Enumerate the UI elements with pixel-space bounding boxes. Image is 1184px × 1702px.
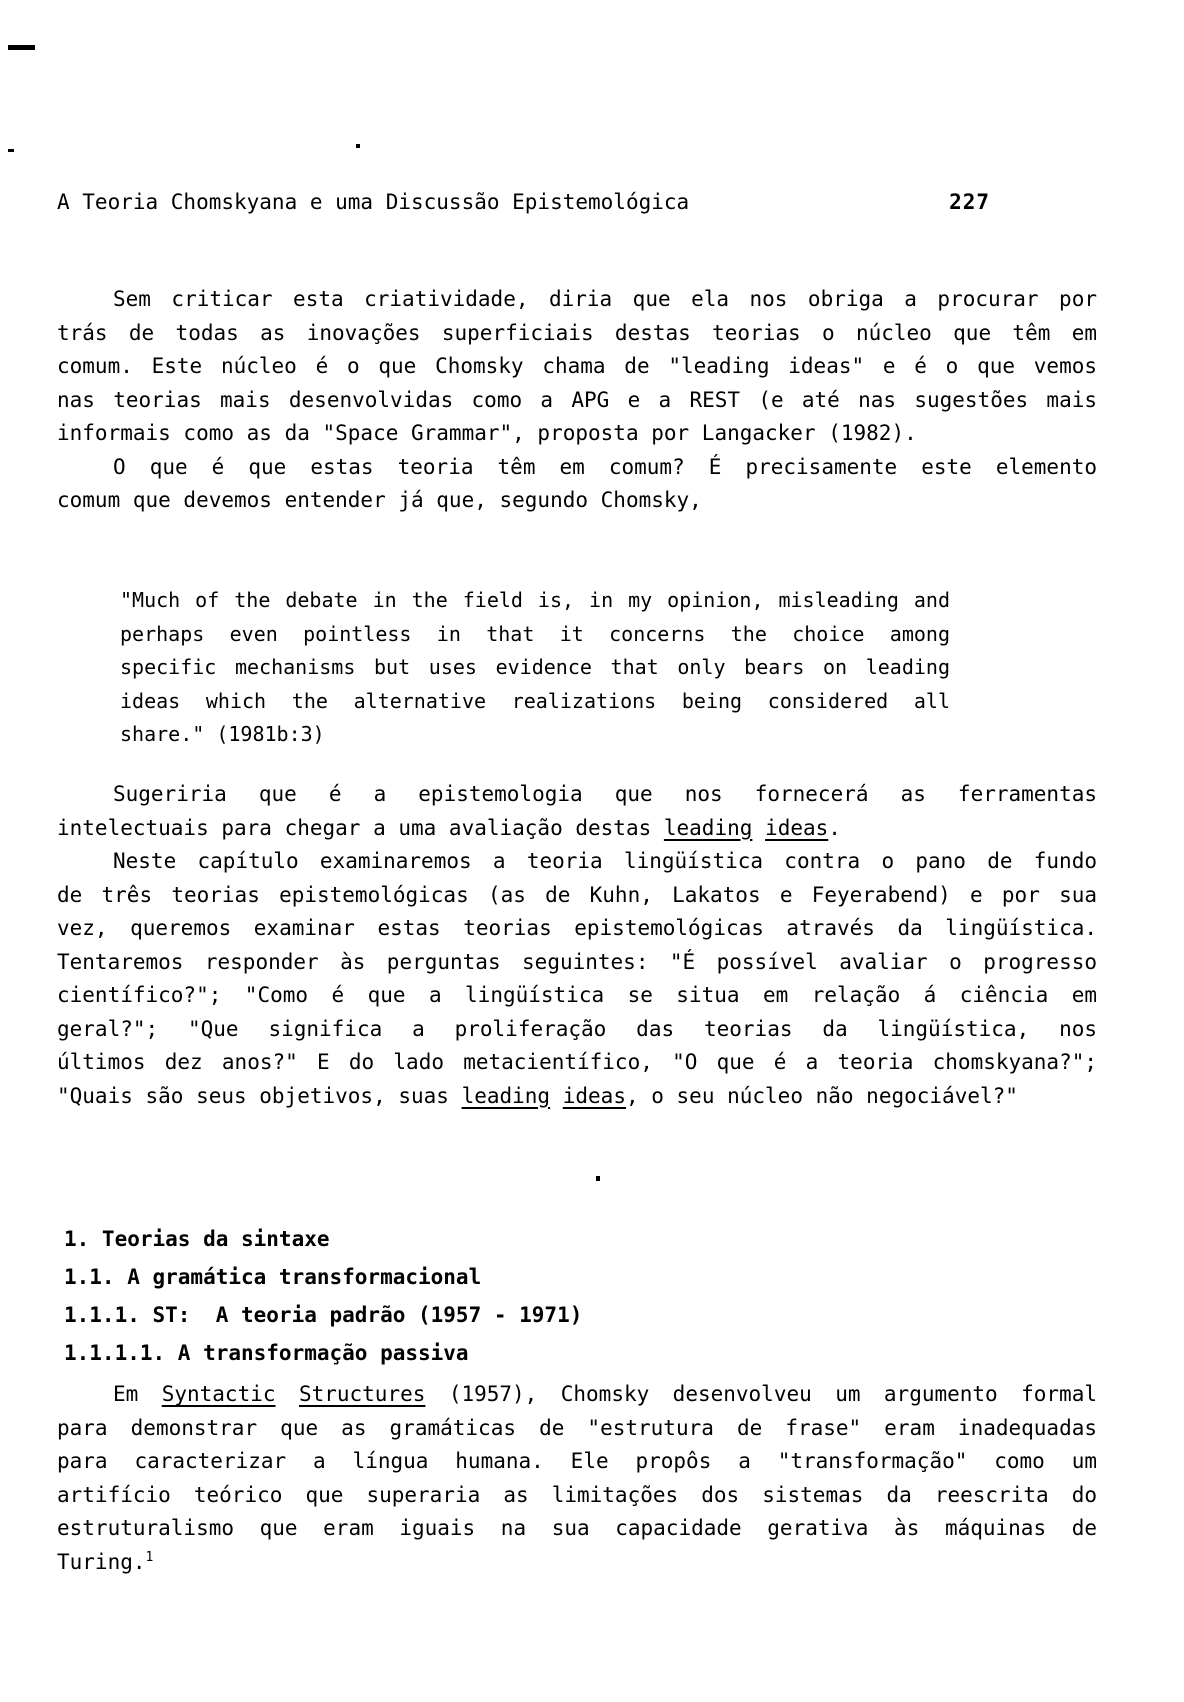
text-line — [57, 845, 1097, 879]
text-segment: comum. Este núcleo é o que Chomsky chama de "leading ideas" e é o que vemos — [57, 354, 1097, 378]
text-segment: 1.1. A gramática transformacional — [64, 1265, 482, 1289]
text-segment: para caracterizar a língua humana. Ele propôs a "transformação" como um — [57, 1449, 1097, 1473]
intro-paragraphs — [57, 283, 1097, 518]
text-segment: Turing. — [57, 1549, 146, 1574]
text-segment: artifício teórico que superaria as limitações dos sistemas da reescrita do — [57, 1482, 1097, 1507]
text-segment: intelectuais para chegar a uma avaliação destas — [57, 815, 664, 840]
underlined-text: Syntactic — [161, 1382, 276, 1406]
text-segment: Neste capítulo examinaremos a teoria lingüística contra o pano de fundo — [113, 849, 1097, 873]
text-line — [57, 979, 1097, 1013]
text-segment: ideas which the alternative realizations being considered all — [120, 688, 950, 713]
text-line — [64, 1296, 1084, 1334]
text-line — [57, 384, 1097, 418]
text-line — [57, 1512, 1097, 1546]
text-segment — [752, 816, 765, 840]
text-line — [57, 812, 1097, 846]
text-line — [120, 584, 950, 618]
text-line — [57, 1445, 1097, 1479]
paragraph-5 — [57, 1378, 1097, 1579]
text-line — [57, 879, 1097, 913]
paragraph-3 — [57, 778, 1097, 845]
text-line — [57, 1378, 1097, 1412]
text-line — [120, 651, 950, 685]
underlined-text: ideas — [562, 1083, 626, 1108]
text-line — [64, 1334, 1084, 1372]
text-line — [57, 912, 1097, 946]
text-line — [57, 317, 1097, 351]
text-line — [120, 685, 950, 719]
running-title: A Teoria Chomskyana e uma Discussão Epistemológica — [57, 190, 690, 214]
text-line — [57, 946, 1097, 980]
text-segment: estruturalismo que eram iguais na sua capacidade gerativa às máquinas de — [57, 1516, 1097, 1540]
closing-paragraph-block — [57, 1378, 1097, 1579]
text-segment: "Quais são seus objetivos, suas — [57, 1083, 462, 1108]
text-line — [64, 1220, 1084, 1258]
text-segment: informais como as da "Space Grammar", proposta por Langacker (1982). — [57, 421, 917, 445]
text-line — [57, 417, 1097, 451]
text-line — [120, 618, 950, 652]
text-line — [57, 350, 1097, 384]
page-number: 227 — [949, 190, 990, 214]
section-headings — [64, 1220, 1084, 1372]
text-segment: (1957), Chomsky desenvolveu um argumento formal — [425, 1382, 1097, 1406]
text-line — [57, 778, 1097, 812]
text-segment: , o seu núcleo não negociável?" — [625, 1083, 1018, 1108]
text-segment: vez, queremos examinar estas teorias epistemológicas através da lingüística. — [57, 916, 1097, 940]
middle-paragraphs — [57, 778, 1097, 1113]
text-segment: comum que devemos entender já que, segundo Chomsky, — [57, 488, 702, 512]
text-segment: "Much of the debate in the field is, in my opinion, misleading and — [120, 588, 950, 612]
text-segment: share." (1981b:3) — [120, 722, 325, 746]
scan-artifact-speck — [596, 1176, 600, 1181]
text-segment: perhaps even pointless in that it concerns the choice among — [120, 621, 950, 646]
scan-artifact-speck — [8, 149, 14, 152]
text-line — [57, 283, 1097, 317]
text-line — [64, 1258, 1084, 1296]
text-line — [57, 1046, 1097, 1080]
text-segment: 1. Teorias da sintaxe — [64, 1227, 330, 1251]
text-segment: de três teorias epistemológicas (as de Kuhn, Lakatos e Feyerabend) e por sua — [57, 882, 1097, 907]
text-segment: nas teorias mais desenvolvidas como a APG e a REST (e até nas sugestões mais — [57, 387, 1097, 412]
text-segment: specific mechanisms but uses evidence that only bears on leading — [120, 655, 950, 679]
text-line — [57, 1546, 1097, 1580]
text-segment: geral?"; "Que significa a proliferação das teorias da lingüística, nos — [57, 1016, 1097, 1041]
underlined-text: Structures — [298, 1382, 426, 1406]
text-segment: Sugeriria que é a epistemologia que nos fornecerá as ferramentas — [113, 782, 1097, 806]
text-line — [57, 1013, 1097, 1047]
paragraph-4 — [57, 845, 1097, 1113]
text-segment: O que é que estas teoria têm em comum? É precisamente este elemento — [113, 454, 1097, 479]
underlined-text: leading — [663, 815, 753, 840]
text-segment — [550, 1084, 563, 1108]
page-header — [57, 190, 990, 214]
text-segment: trás de todas as inovações superficiais destas teorias o núcleo que têm em — [57, 320, 1097, 345]
text-line — [57, 1412, 1097, 1446]
text-line — [57, 484, 1097, 518]
underlined-text: ideas — [765, 815, 829, 840]
text-line — [57, 451, 1097, 485]
block-quote — [120, 584, 950, 752]
text-segment: Tentaremos responder às perguntas seguintes: "É possível avaliar o progresso — [57, 949, 1097, 974]
paragraph-2 — [57, 451, 1097, 518]
text-line — [57, 1080, 1097, 1114]
text-line — [57, 1479, 1097, 1513]
text-segment: para demonstrar que as gramáticas de "estrutura de frase" eram inadequadas — [57, 1415, 1097, 1440]
text-segment: Sem criticar esta criatividade, diria que ela nos obriga a procurar por — [113, 287, 1097, 311]
text-segment: Em — [113, 1382, 162, 1406]
text-segment: . — [828, 815, 841, 840]
paragraph-1 — [57, 283, 1097, 451]
text-segment: científico?"; "Como é que a lingüística se situa em relação á ciência em — [57, 983, 1097, 1007]
scan-artifact-dash — [8, 45, 35, 50]
scan-artifact-speck — [356, 144, 360, 148]
underlined-text: leading — [461, 1083, 551, 1108]
footnote-marker: 1 — [145, 1549, 154, 1565]
text-line — [120, 718, 950, 752]
text-segment: 1.1.1. ST: A teoria padrão (1957 - 1971) — [64, 1303, 583, 1327]
text-segment — [276, 1382, 299, 1406]
text-segment: últimos dez anos?" E do lado metacientífico, "O que é a teoria chomskyana?"; — [57, 1050, 1097, 1074]
text-segment: 1.1.1.1. A transformação passiva — [64, 1341, 469, 1365]
